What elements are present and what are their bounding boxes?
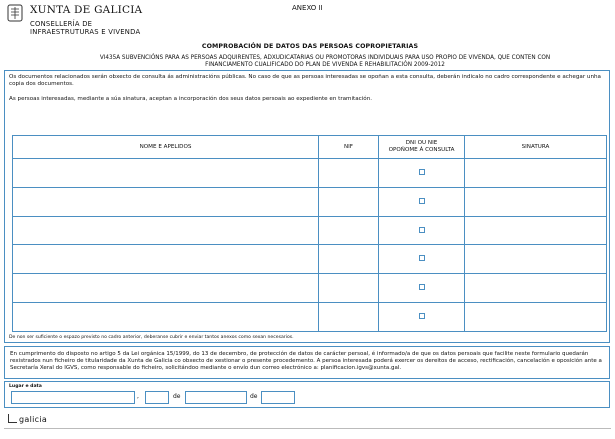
- oppose-checkbox[interactable]: [419, 198, 425, 204]
- xunta-logo: [6, 3, 143, 43]
- intro-paragraph-1: Os documentos relacionados serán obxecto de consulta ás administracións públicas. No caso de que as persoas interesadas se opoñan a esta consulta, deberán indicalo no cadro correspondente e achegar unha copia dos documentos.: [9, 74, 601, 88]
- table-row: [13, 216, 607, 245]
- data-protection-section: [4, 346, 610, 379]
- table-row: [13, 303, 607, 332]
- oppose-cell: [379, 216, 465, 245]
- signature-cell[interactable]: [465, 303, 607, 332]
- form-title: COMPROBACIÓN DE DATOS DAS PERSOAS COPROPIETARIAS: [201, 43, 419, 50]
- galicia-logo-text: galicia: [19, 415, 48, 424]
- place-date-label: Lugar e data: [9, 384, 42, 389]
- signature-cell[interactable]: [465, 216, 607, 245]
- place-date-section: [4, 381, 610, 408]
- oppose-cell: [379, 245, 465, 274]
- col-header-dni-line2: OPOÑOME Á CONSULTA: [388, 147, 455, 153]
- copropietarias-table: [12, 135, 607, 332]
- galicia-footer-logo: [8, 414, 47, 424]
- oppose-checkbox[interactable]: [419, 227, 425, 233]
- comma-separator: ,: [137, 393, 139, 400]
- col-header-nif: NIF: [319, 136, 379, 159]
- table-note: De non ser suficiente o espazo previsto no cadro anterior, deberanse cubrir e enviar tantos anexos como sexan necesarios.: [9, 335, 294, 340]
- signature-cell[interactable]: [465, 274, 607, 303]
- oppose-checkbox[interactable]: [419, 284, 425, 290]
- oppose-cell: [379, 303, 465, 332]
- nif-cell[interactable]: [319, 187, 379, 216]
- day-field[interactable]: [145, 391, 169, 404]
- nif-cell[interactable]: [319, 274, 379, 303]
- data-protection-text: En cumprimento do disposto no artigo 5 da Lei orgánica 15/1999, do 13 de decembro, de protección de datos de carácter persoal, é informado/a de que os datos persoais que facilite neste formulario quedarán rexistrados nun ficheiro de titularidade da Xunta de Galicia co obxecto de xestionar o presente procedemento. A persoa interesada poderá exercer os dereitos de acceso, rectificación, cancelación e oposición ante a Secretaría Xeral do IGVS, como responsable do ficheiro, solicitándoo mediante o envío dun correo electrónico a: planificacion.igvs@xunta.gal.: [10, 351, 602, 372]
- table-row: [13, 159, 607, 188]
- year-field[interactable]: [261, 391, 295, 404]
- signature-cell[interactable]: [465, 245, 607, 274]
- col-header-name: NOME E APELIDOS: [13, 136, 319, 159]
- name-cell[interactable]: [13, 303, 319, 332]
- form-subtitle: VI435A SUBVENCIÓNS PARA AS PERSOAS ADQUIRENTES, ADXUDICATARIAS OU PROMOTORAS INDIVIDUAIS PARA USO PROPIO DE VIVENDA, QUE CONTEN CON FINANCIAMENTO CUALIFICADO DO PLAN DE VIVENDA E REHABILITACIÓN 2009-2012: [99, 55, 551, 69]
- table-row: [13, 245, 607, 274]
- de-separator-2: de: [250, 393, 258, 400]
- galicia-mark-icon: [8, 414, 17, 423]
- oppose-checkbox[interactable]: [419, 169, 425, 175]
- signature-cell[interactable]: [465, 187, 607, 216]
- oppose-cell: [379, 159, 465, 188]
- signature-cell[interactable]: [465, 159, 607, 188]
- oppose-cell: [379, 274, 465, 303]
- brand-title: XUNTA DE GALICIA: [30, 4, 143, 16]
- oppose-checkbox[interactable]: [419, 255, 425, 261]
- de-separator-1: de: [173, 393, 181, 400]
- name-cell[interactable]: [13, 216, 319, 245]
- nif-cell[interactable]: [319, 216, 379, 245]
- xunta-coat-of-arms-icon: [6, 4, 24, 22]
- name-cell[interactable]: [13, 274, 319, 303]
- table-row: [13, 274, 607, 303]
- copropietarias-section: [4, 70, 610, 343]
- col-header-dni: [379, 136, 465, 159]
- brand-subtitle-2: INFRAESTRUTURAS E VIVENDA: [30, 28, 141, 36]
- month-field[interactable]: [185, 391, 247, 404]
- brand-subtitle-1: CONSELLERÍA DE: [30, 20, 93, 28]
- table-row: [13, 187, 607, 216]
- col-header-signature: SINATURA: [465, 136, 607, 159]
- nif-cell[interactable]: [319, 303, 379, 332]
- intro-paragraph-2: As persoas interesadas, mediante a súa sinatura, aceptan a incorporación dos seus datos persoais ao expediente en tramitación.: [9, 96, 373, 102]
- col-header-dni-line1: DNI OU NIE: [405, 140, 438, 146]
- place-field[interactable]: [11, 391, 135, 404]
- form-title-block: [10, 43, 610, 70]
- nif-cell[interactable]: [319, 245, 379, 274]
- table-header-row: [13, 136, 607, 159]
- oppose-checkbox[interactable]: [419, 313, 425, 319]
- annex-label: ANEXO II: [292, 4, 323, 12]
- name-cell[interactable]: [13, 187, 319, 216]
- nif-cell[interactable]: [319, 159, 379, 188]
- oppose-cell: [379, 187, 465, 216]
- name-cell[interactable]: [13, 159, 319, 188]
- name-cell[interactable]: [13, 245, 319, 274]
- footer-divider: [4, 428, 611, 429]
